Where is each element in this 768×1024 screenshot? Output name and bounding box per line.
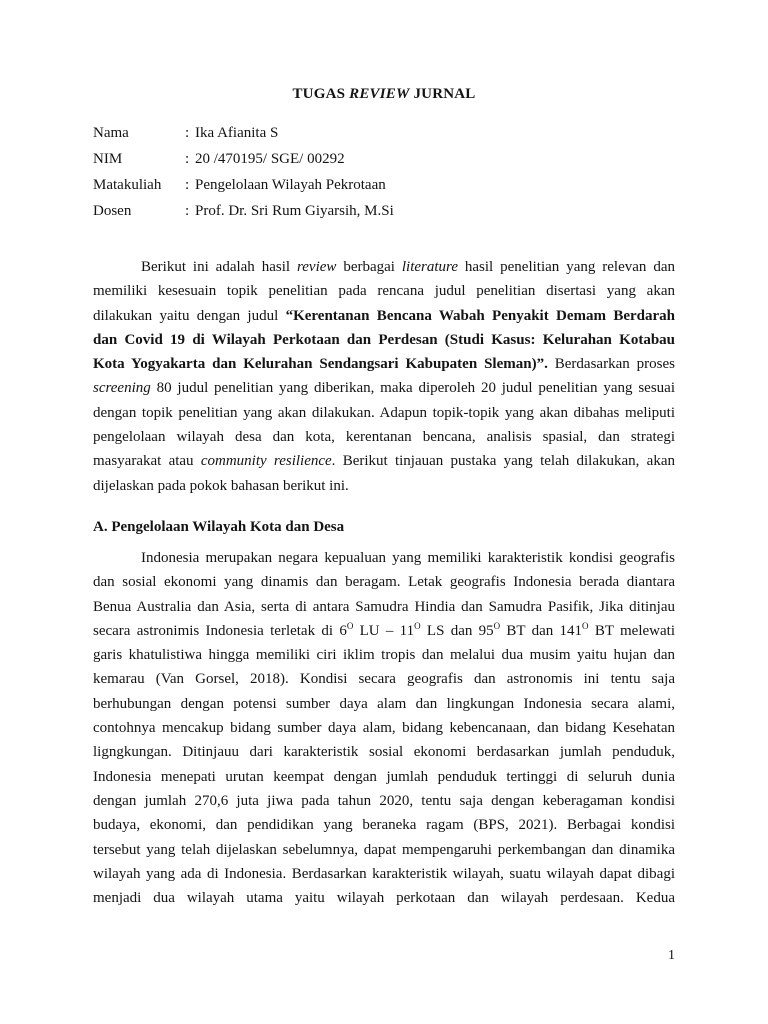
text-run-bold: “Kerentanan Bencana Wabah Penyakit Demam Berdarah	[285, 307, 676, 324]
title-suffix: JURNAL	[409, 86, 476, 102]
paragraph-line: Indonesia merupakan negara kepualuan yang memiliki karakteristik kondisi geografis	[141, 550, 675, 566]
text-run-italic: community resilience	[200, 453, 332, 470]
paragraph-line: kemarau (Van Gorsel, 2018). Kondisi secara geografis dan astronomis ini tentu saja	[93, 671, 675, 688]
info-separator: :	[185, 177, 190, 193]
info-value: Prof. Dr. Sri Rum Giyarsih, M.Si	[195, 203, 394, 219]
text-run: LS dan 95	[420, 622, 494, 639]
text-run: BT dan 141	[500, 622, 583, 639]
paragraph-line: dijelaskan pada pokok bahasan berikut ini.	[93, 477, 349, 494]
section-heading: A. Pengelolaan Wilayah Kota dan Desa	[93, 519, 345, 535]
paragraph-line: memiliki kesesuain topik penelitian pada rencana judul penelitian disertasi yang akan	[93, 283, 675, 300]
text-run: secara astronimis Indonesia terletak di 6	[93, 622, 347, 639]
text-run: masyarakat atau	[93, 453, 201, 470]
text-run: dilakukan yaitu dengan judul	[93, 307, 286, 324]
paragraph-line	[93, 619, 675, 643]
info-separator: :	[185, 125, 190, 141]
paragraph-line: dan Covid 19 di Wilayah Perkotaan dan Perdesan (Studi Kasus: Kelurahan Kotabau	[93, 331, 675, 348]
paragraph-line: dan sosial ekonomi yang dinamis dan beragam. Letak geografis Indonesia berada diantara	[93, 574, 675, 591]
paragraph-line: menjadi dua wilayah utama yaitu wilayah perkotaan dan wilayah perdesaan. Kedua	[93, 890, 675, 907]
text-run: BT melewati	[588, 622, 675, 639]
paragraph-line: dengan topik penelitian yang akan dilakukan. Adapun topik-topik yang akan dibahas meliputi	[93, 404, 675, 421]
info-row-nim	[93, 146, 394, 172]
text-run: LU – 11	[353, 622, 415, 639]
degree-superscript: O	[346, 620, 354, 631]
text-run: Berdasarkan proses	[547, 356, 675, 373]
degree-superscript: O	[414, 620, 421, 631]
text-run: . Berikut tinjauan pustaka yang telah dilakukan, akan	[331, 453, 675, 470]
paragraph-line: budaya, ekonomi, dan pendidikan yang beraneka ragam (BPS, 2021). Berbagai kondisi	[93, 817, 675, 834]
paragraph-line	[93, 255, 675, 279]
paragraph-line: pengelolaan wilayah desa dan kota, kerentanan bencana, analisis spasial, dan strategi	[93, 429, 675, 446]
paragraph-line: ligngkungan. Ditinjauu dari karakteristik sosial ekonomi berdasarkan jumlah penduduk,	[93, 744, 675, 761]
info-separator: :	[185, 151, 190, 167]
document-title	[0, 86, 768, 103]
text-run: berbagai	[336, 259, 402, 275]
intro-paragraph	[93, 255, 675, 498]
paragraph-line: berhubungan dengan potensi sumber daya alam dan lingkungan Indonesia secara alami,	[93, 695, 675, 712]
info-label: Nama	[93, 125, 129, 141]
text-run-italic: literature	[401, 259, 458, 275]
title-italic-word: REVIEW	[349, 86, 410, 102]
info-label: Dosen	[93, 203, 132, 219]
paragraph-line: garis khatulistiwa hingga memiliki ciri iklim tropis dan melalui dua musim yaitu hujan dan	[93, 647, 675, 664]
paragraph-line	[93, 304, 675, 328]
paragraph-line: dengan jumlah 270,6 juta jiwa pada tahun 2020, tentu saja dengan keberagaman kondisi	[93, 792, 675, 809]
info-value: Pengelolaan Wilayah Pekrotaan	[195, 177, 386, 193]
info-row-matakuliah	[93, 172, 394, 198]
paragraph-line	[93, 449, 675, 473]
info-label: NIM	[93, 151, 123, 167]
text-run-italic: review	[296, 259, 337, 275]
text-run-bold: Kota Yogyakarta dan Kelurahan Sendangsari Kabupaten Sleman)”.	[93, 356, 548, 373]
section-a-paragraph	[93, 546, 675, 910]
info-value: Ika Afianita S	[195, 125, 279, 141]
paragraph-line: tersebut yang telah dijelaskan sebelumnya, dapat mempengaruhi perkembangan dan dinamika	[93, 841, 675, 858]
paragraph-line	[93, 352, 675, 376]
degree-superscript: O	[493, 620, 501, 631]
title-prefix: TUGAS	[292, 86, 350, 102]
info-separator: :	[185, 203, 190, 219]
student-info	[93, 120, 394, 224]
info-value: 20 /470195/ SGE/ 00292	[195, 151, 345, 167]
paragraph-line: contohnya mencakup bidang sumber daya alam, bidang kebencanaan, dan bidang Kesehatan	[93, 720, 675, 737]
text-run: Berikut ini adalah hasil	[141, 259, 297, 275]
info-label: Matakuliah	[93, 177, 162, 193]
info-row-nama	[93, 120, 394, 146]
info-row-dosen	[93, 198, 394, 224]
text-run: hasil penelitian yang relevan dan	[457, 259, 675, 275]
paragraph-line: wilayah yang ada di Indonesia. Berdasarkan karakteristik wilayah, suatu wilayah dapat dibagi	[93, 865, 675, 882]
paragraph-line: Indonesia menepati urutan keempat dengan jumlah penduduk tertinggi di seluruh dunia	[93, 768, 675, 785]
paragraph-line	[93, 376, 675, 400]
degree-superscript: O	[582, 620, 589, 631]
page-number: 1	[668, 948, 675, 963]
text-run-italic: screening	[93, 380, 151, 397]
paragraph-line: Benua Australia dan Asia, serta di antara Samudra Hindia dan Samudra Pasifik, Jika ditinjau	[93, 598, 675, 615]
text-run: 80 judul penelitian yang diberikan, maka diperoleh 20 judul penelitian yang sesuai	[150, 380, 675, 397]
